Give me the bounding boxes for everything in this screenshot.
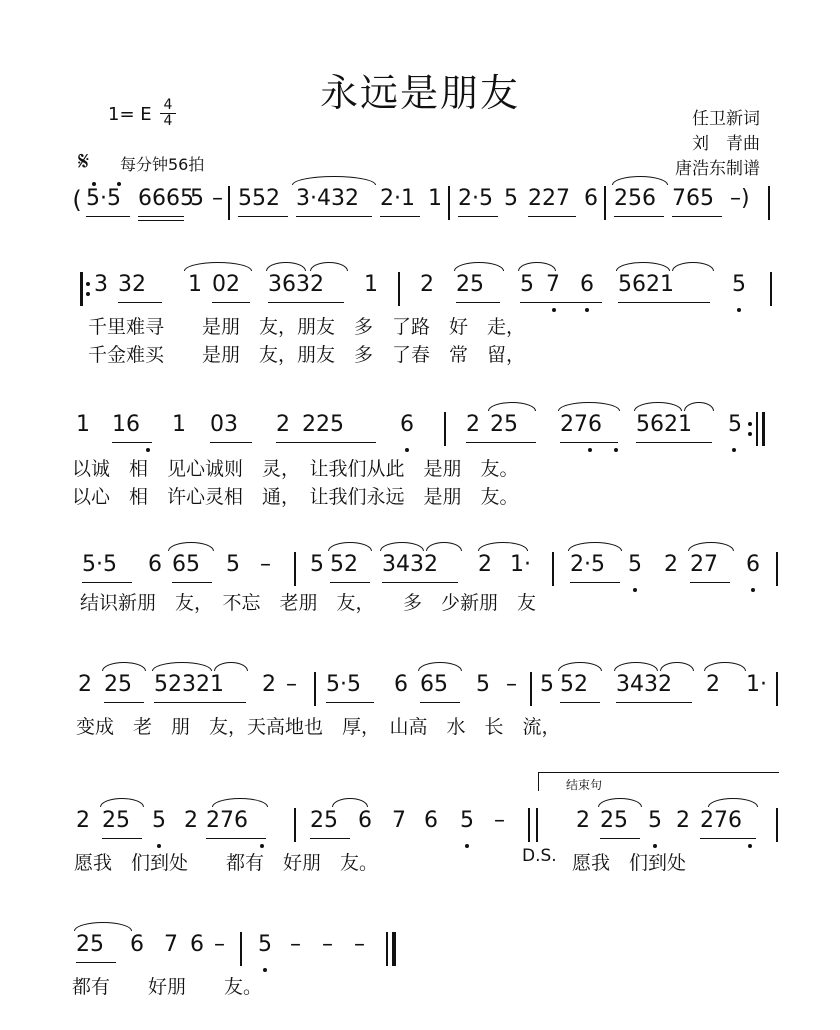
barline: [552, 552, 554, 586]
note-group: –: [354, 932, 365, 957]
octave-dot: [585, 308, 589, 312]
note-group: 5: [628, 552, 642, 577]
note-group: 6: [394, 672, 408, 697]
barline: [768, 186, 770, 220]
lyrics: 愿我 们到处 都有 好朋 友。: [74, 852, 379, 874]
tie-slur: [598, 798, 642, 807]
note-group: –: [322, 932, 333, 957]
octave-dot: [263, 968, 267, 972]
tie-slur: [488, 402, 536, 411]
underline: [560, 702, 600, 703]
note-group: –: [494, 808, 505, 833]
note-group: 1: [428, 186, 442, 211]
note-group: 276: [700, 808, 742, 833]
repeat-dot: [748, 432, 752, 436]
tie-slur: [634, 402, 682, 411]
note-group: 3: [94, 272, 108, 297]
underline: [238, 216, 288, 217]
note-group: 5621: [636, 412, 692, 437]
lyrics-verse-1: 以诚 相 见心诚则 灵， 让我们从此 是朋 友。: [72, 458, 519, 480]
underline: [206, 838, 266, 839]
key-signature: 1= E: [108, 104, 152, 125]
note-group: 6665: [138, 186, 194, 211]
underline: [382, 582, 458, 583]
note-group: 5: [310, 552, 324, 577]
underline: [570, 582, 620, 583]
repeat-dot: [748, 422, 752, 426]
note-group: 2: [478, 552, 492, 577]
note-group: –: [290, 932, 301, 957]
note-group: 6: [148, 552, 162, 577]
note-group: 27: [690, 552, 718, 577]
underline: [102, 838, 142, 839]
note-group: 32: [118, 272, 146, 297]
note-group: –: [286, 672, 297, 697]
tie-slur: [454, 262, 504, 271]
tie-slur: [426, 542, 462, 551]
note-group: 6: [580, 272, 594, 297]
underline: [616, 702, 692, 703]
note-group: 2: [466, 412, 480, 437]
repeat-dot: [86, 282, 90, 286]
barline: [776, 672, 778, 706]
note-group: 3432: [382, 552, 438, 577]
underline: [700, 838, 756, 839]
note-group: 765: [672, 186, 714, 211]
intro-open-paren: (: [72, 186, 82, 214]
octave-dot: [737, 308, 741, 312]
underline: [528, 216, 576, 217]
tie-slur: [518, 262, 556, 271]
octave-dot: [748, 844, 752, 848]
note-group: 25: [600, 808, 628, 833]
underline: [330, 582, 370, 583]
lyricist-credit: 任卫新词: [692, 109, 760, 129]
octave-dot: [117, 182, 121, 186]
note-group: 5: [190, 186, 204, 211]
underline: [154, 702, 246, 703]
underline: [76, 962, 116, 963]
lyrics-verse-2: 千金难买 是朋 友，朋友 多 了春 常 留，: [88, 344, 526, 366]
note-group: 1: [172, 412, 186, 437]
tie-slur: [568, 542, 622, 551]
underline: [600, 838, 640, 839]
composer-credit: 刘 青曲: [692, 134, 760, 154]
underline: [618, 302, 710, 303]
barline: [398, 272, 400, 306]
octave-dot: [751, 588, 755, 592]
note-group: 5: [732, 272, 746, 297]
barline: [228, 186, 230, 220]
barline: [294, 808, 296, 842]
time-signature-top: 4: [163, 97, 173, 113]
barline: [770, 272, 772, 306]
note-group: 7: [392, 808, 406, 833]
tie-slur: [704, 662, 746, 671]
note-group: 1: [76, 412, 90, 437]
note-group: 5: [648, 808, 662, 833]
barline: [294, 552, 296, 586]
tie-slur: [168, 542, 214, 551]
tie-slur: [152, 662, 212, 671]
note-group: 6: [190, 932, 204, 957]
underline: [380, 216, 420, 217]
note-group: 6: [424, 808, 438, 833]
note-group: 5·5: [326, 672, 361, 697]
time-signature: [160, 98, 176, 129]
tie-slur: [328, 542, 372, 551]
barline: [604, 186, 606, 220]
tie-slur: [266, 262, 306, 271]
note-group: 6: [358, 808, 372, 833]
underline: [138, 216, 184, 217]
note-group: 6: [400, 412, 414, 437]
tie-slur: [708, 798, 758, 807]
tie-slur: [660, 662, 694, 671]
lyrics: 结识新朋 友， 不忘 老朋 友， 多 少新朋 友: [80, 592, 537, 614]
note-group: 2·5: [570, 552, 605, 577]
octave-dot: [146, 448, 150, 452]
note-group: 2: [262, 672, 276, 697]
note-group: 25: [104, 672, 132, 697]
note-group: 5: [504, 186, 518, 211]
barline: [536, 808, 538, 842]
underline: [458, 216, 498, 217]
note-group: 2: [576, 808, 590, 833]
note-group: –: [214, 932, 225, 957]
octave-dot: [732, 448, 736, 452]
note-group: –): [730, 186, 750, 211]
underline: [210, 442, 252, 443]
note-group: 225: [302, 412, 344, 437]
note-group: 2: [276, 412, 290, 437]
segno-icon: 𝄋: [78, 147, 90, 177]
underline: [212, 302, 250, 303]
note-group: 3632: [268, 272, 324, 297]
final-barline: [386, 932, 388, 966]
note-group: 5: [152, 808, 166, 833]
note-group: 2·1: [380, 186, 415, 211]
note-group: 227: [528, 186, 570, 211]
barline: [314, 672, 316, 706]
underline: [636, 442, 712, 443]
tie-slur: [100, 798, 144, 807]
note-group: 1: [188, 272, 202, 297]
barline: [530, 672, 532, 706]
note-group: 5: [728, 412, 742, 437]
tie-slur: [212, 798, 268, 807]
repeat-start-barline: [80, 272, 83, 306]
underline: [466, 442, 536, 443]
note-group: 02: [212, 272, 240, 297]
note-group: –: [212, 186, 223, 211]
note-group: 2·5: [458, 186, 493, 211]
tie-slur: [102, 662, 146, 671]
note-group: –: [506, 672, 517, 697]
tie-slur: [614, 662, 658, 671]
note-group: 25: [490, 412, 518, 437]
note-group: –: [260, 552, 271, 577]
underline: [104, 702, 144, 703]
underline: [690, 582, 730, 583]
note-group: 6: [130, 932, 144, 957]
lyrics-ending: 愿我 们到处: [572, 852, 687, 874]
octave-dot: [92, 182, 96, 186]
tie-slur: [672, 262, 714, 271]
tie-slur: [688, 542, 734, 551]
tie-slur: [612, 176, 668, 185]
note-group: 552: [238, 186, 280, 211]
underline: [118, 302, 162, 303]
lyrics: 都有 好朋 友。: [72, 976, 263, 998]
tie-slur: [184, 262, 252, 271]
underline: [326, 702, 374, 703]
underline: [172, 582, 212, 583]
time-signature-bottom: 4: [163, 113, 173, 129]
note-group: 5: [226, 552, 240, 577]
repeat-end-thick-barline: [762, 412, 765, 446]
repeat-dot: [86, 292, 90, 296]
tempo-marking: 每分钟56拍: [120, 155, 205, 174]
note-group: 65: [420, 672, 448, 697]
note-group: 25: [102, 808, 130, 833]
barline: [776, 808, 778, 842]
note-group: 2: [78, 672, 92, 697]
tie-slur: [616, 262, 670, 271]
note-group: 5: [258, 932, 272, 957]
final-thick-barline: [392, 932, 396, 966]
underline: [420, 702, 460, 703]
barline: [444, 412, 446, 446]
tie-slur: [332, 798, 368, 807]
octave-dot: [633, 588, 637, 592]
tie-slur: [74, 922, 132, 931]
lyrics-verse-2: 以心 相 许心灵相 通， 让我们永远 是朋 友。: [72, 486, 519, 508]
underline: [112, 442, 152, 443]
note-group: 1: [364, 272, 378, 297]
tie-slur: [558, 662, 602, 671]
tie-slur: [418, 662, 462, 671]
octave-dot: [465, 844, 469, 848]
note-group: 6: [746, 552, 760, 577]
underline: [82, 582, 132, 583]
barline: [776, 552, 778, 586]
underline: [296, 216, 372, 217]
octave-dot: [552, 308, 556, 312]
arranger-credit: 唐浩东制谱: [675, 159, 760, 179]
repeat-end-barline: [756, 412, 758, 446]
note-group: 276: [560, 412, 602, 437]
note-group: 6: [584, 186, 598, 211]
note-group: 03: [210, 412, 238, 437]
tie-slur: [684, 402, 714, 411]
note-group: 1·: [510, 552, 531, 577]
underline: [268, 302, 344, 303]
underline: [456, 302, 500, 303]
dal-segno-marking: D.S.: [522, 846, 557, 866]
note-group: 2: [676, 808, 690, 833]
note-group: 16: [112, 412, 140, 437]
note-group: 5·5: [82, 552, 117, 577]
note-group: 52: [560, 672, 588, 697]
note-group: 5: [460, 808, 474, 833]
note-group: 5: [476, 672, 490, 697]
note-group: 256: [614, 186, 656, 211]
underline: [614, 216, 664, 217]
barline: [448, 186, 450, 220]
note-group: 2: [706, 672, 720, 697]
tie-slur: [292, 176, 376, 185]
note-group: 5·5: [86, 186, 121, 211]
note-group: 65: [172, 552, 200, 577]
song-title: 永远是朋友: [319, 71, 520, 115]
note-group: 25: [456, 272, 484, 297]
ending-label: 结束句: [566, 778, 603, 792]
note-group: 276: [206, 808, 248, 833]
note-group: 2: [664, 552, 678, 577]
underline: [560, 442, 618, 443]
underline: [86, 216, 130, 217]
tie-slur: [558, 402, 620, 411]
note-group: 52321: [154, 672, 224, 697]
note-group: 3432: [616, 672, 672, 697]
underline: [310, 838, 350, 839]
barline: [528, 808, 530, 842]
octave-dot: [614, 448, 618, 452]
note-group: 2: [420, 272, 434, 297]
tie-slur: [380, 542, 424, 551]
tie-slur: [214, 662, 248, 671]
tie-slur: [478, 542, 528, 551]
note-group: 1·: [746, 672, 767, 697]
note-group: 2: [184, 808, 198, 833]
note-group: 5: [540, 672, 554, 697]
barline: [240, 932, 242, 966]
underline: [520, 302, 602, 303]
note-group: 3·432: [296, 186, 359, 211]
lyrics: 变成 老 朋 友，天高地也 厚， 山高 水 长 流，: [76, 716, 561, 738]
note-group: 25: [310, 808, 338, 833]
underline: [276, 442, 376, 443]
note-group: 25: [76, 932, 104, 957]
tie-slur: [310, 262, 348, 271]
note-group: 52: [330, 552, 358, 577]
octave-dot: [588, 448, 592, 452]
underline: [672, 216, 722, 217]
note-group: 7: [164, 932, 178, 957]
note-group: 5621: [618, 272, 674, 297]
lyrics-verse-1: 千里难寻 是朋 友，朋友 多 了路 好 走，: [88, 316, 526, 338]
octave-dot: [405, 448, 409, 452]
note-group: 2: [76, 808, 90, 833]
note-group: 5: [520, 272, 534, 297]
note-group: 7: [546, 272, 560, 297]
underline: [138, 220, 184, 221]
